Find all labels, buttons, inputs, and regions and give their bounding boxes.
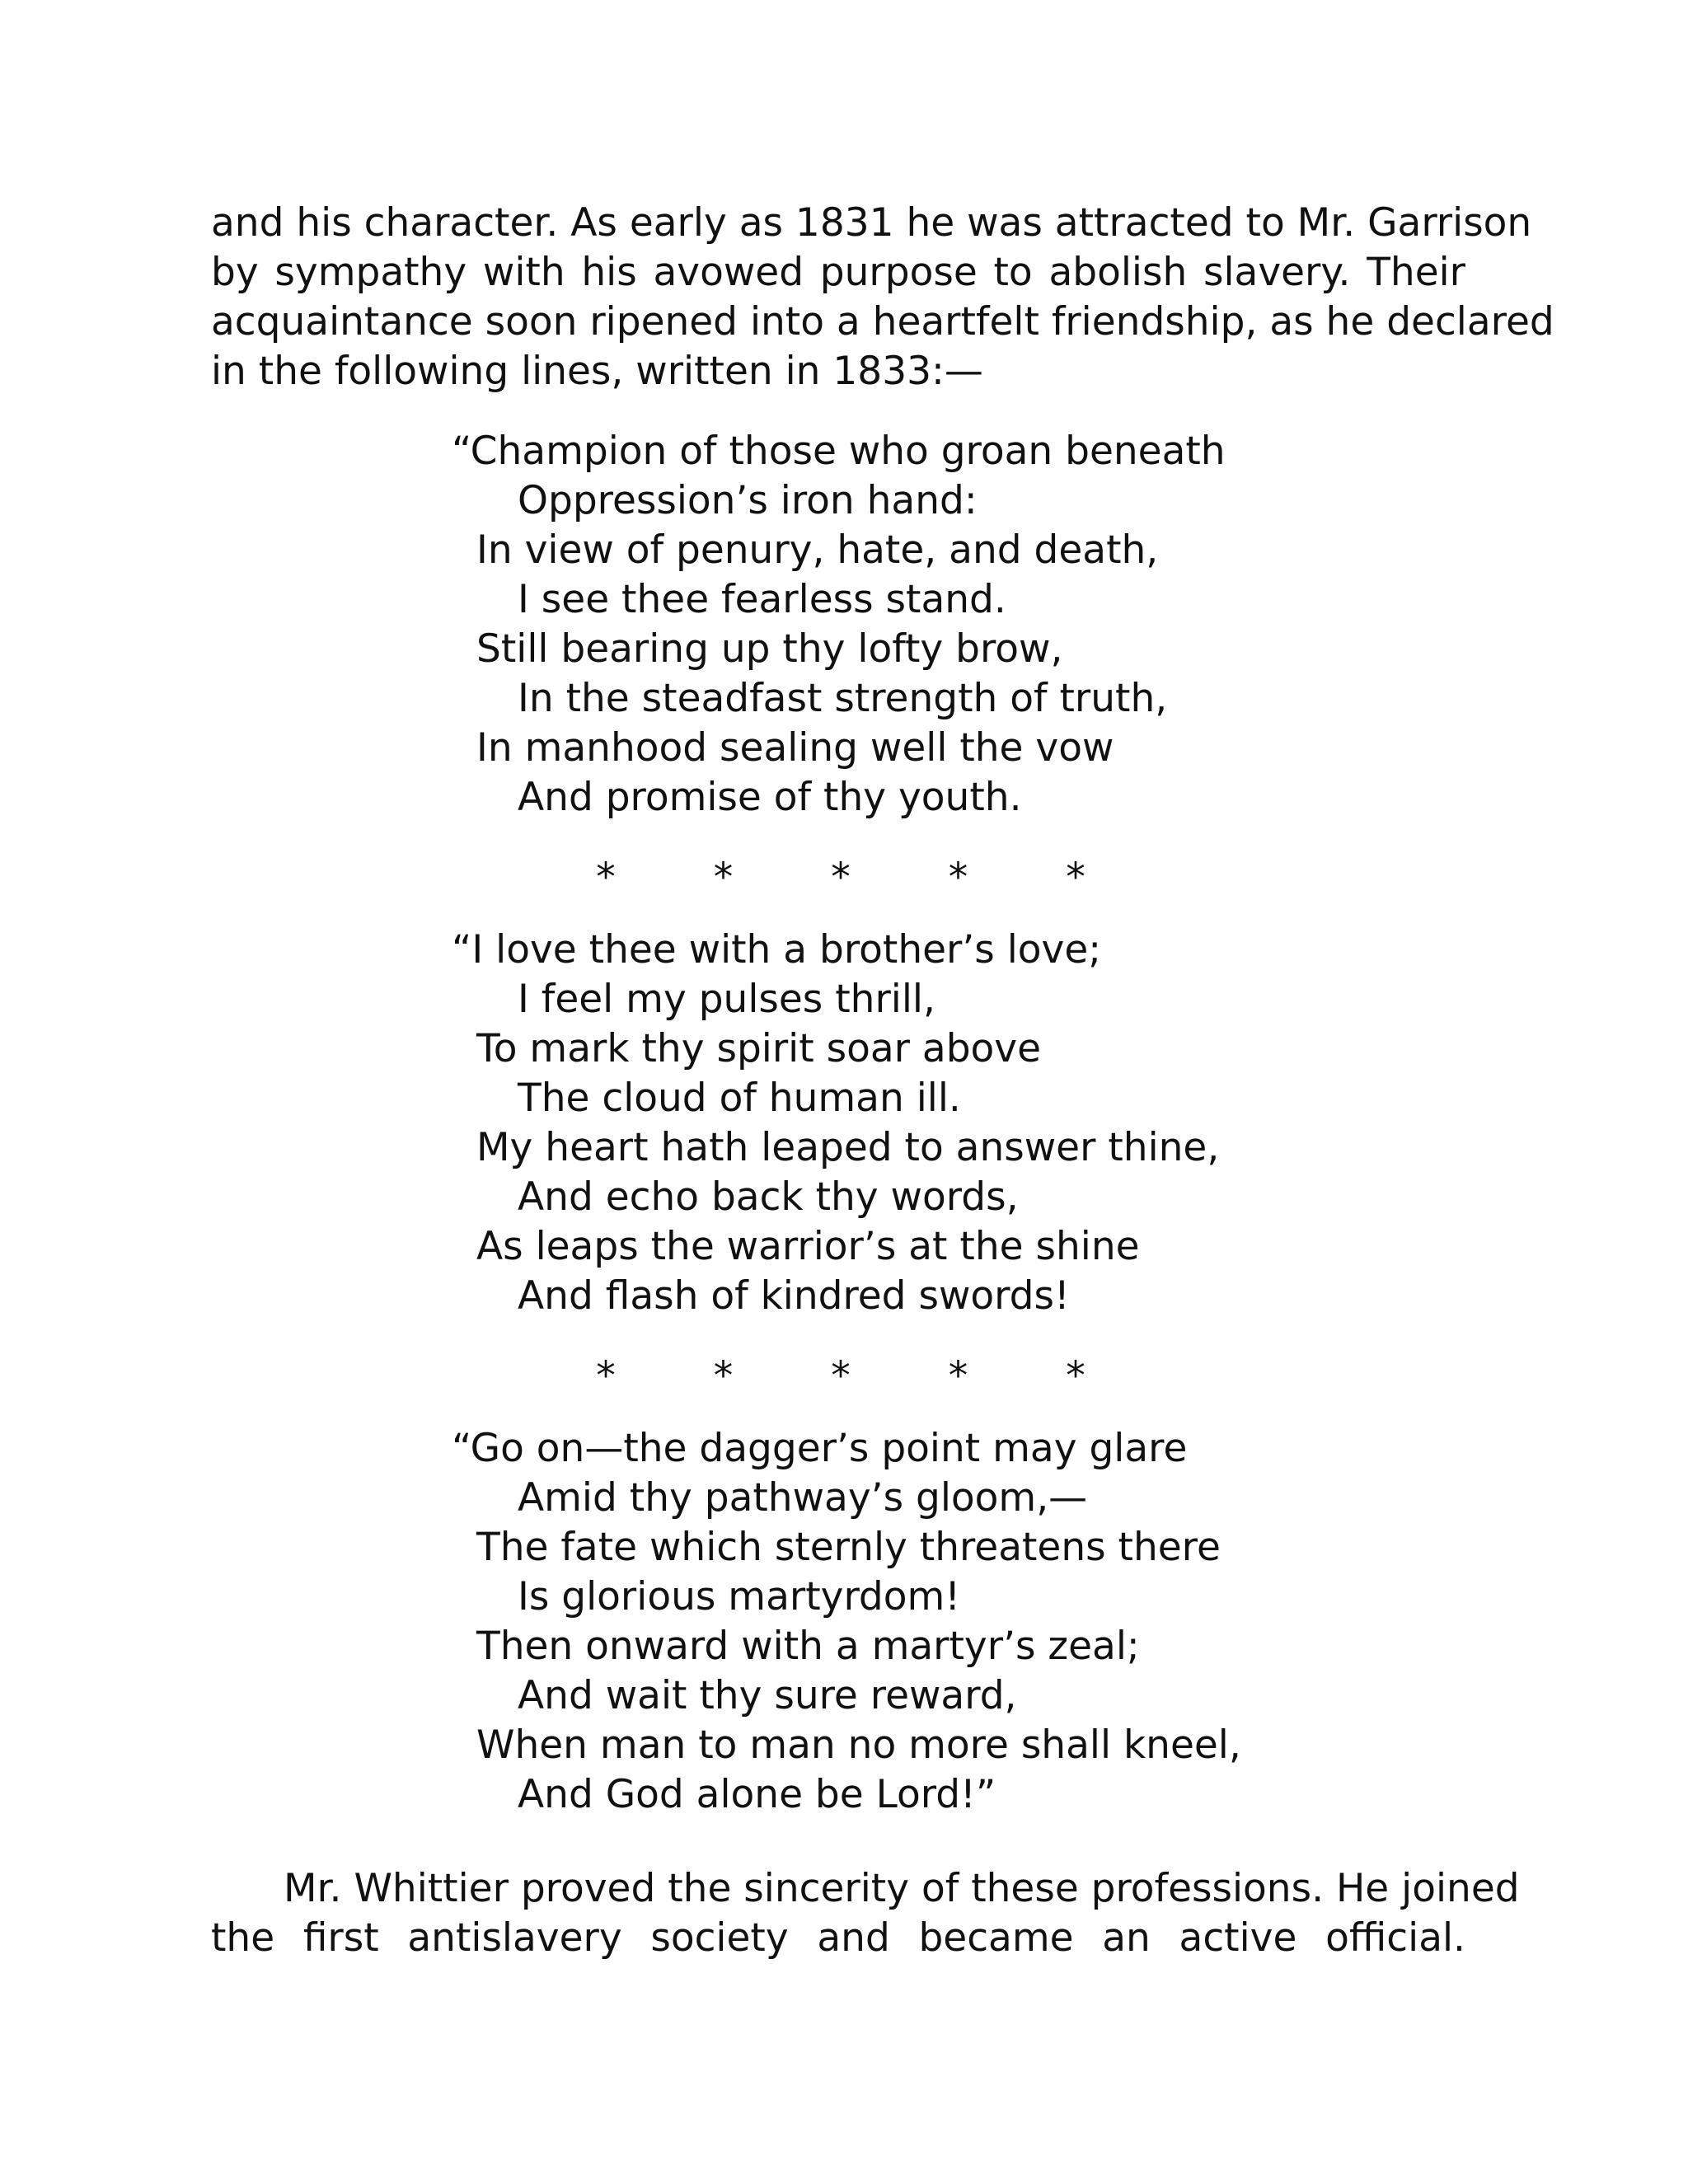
asterisk: *	[831, 855, 851, 900]
closing-line-2: the first antislavery society and became an active official.	[211, 1915, 1465, 1961]
verse-line: Then onward with a martyr’s zeal;	[476, 1624, 1140, 1669]
verse-line: Is glorious martyrdom!	[518, 1574, 961, 1619]
verse-line: My heart hath leaped to answer thine,	[476, 1125, 1220, 1170]
asterisk: *	[831, 1353, 851, 1399]
intro-line-1: and his character. As early as 1831 he was attracted to Mr. Garrison	[211, 200, 1532, 246]
asterisk: *	[596, 1353, 616, 1399]
verse-line: “Champion of those who groan beneath	[452, 429, 1226, 474]
verse-line: I feel my pulses thrill,	[518, 977, 935, 1022]
poem-stanza-2	[452, 926, 1219, 1321]
verse-line: Amid thy pathway’s gloom,—	[518, 1475, 1088, 1521]
asterisk: *	[1066, 1353, 1085, 1399]
verse-line: And wait thy sure reward,	[518, 1673, 1017, 1718]
asterisk-separator-2	[593, 1352, 1088, 1401]
intro-line-2: by sympathy with his avowed purpose to abolish slavery. Their	[211, 250, 1465, 295]
verse-line: In view of penury, hate, and death,	[476, 527, 1159, 573]
verse-line: “Go on—the dagger’s point may glare	[452, 1426, 1188, 1471]
poem-stanza-3	[452, 1424, 1241, 1820]
asterisk: *	[948, 855, 968, 900]
verse-line: I see thee fearless stand.	[518, 577, 1006, 622]
asterisk: *	[713, 1353, 734, 1399]
verse-line: And God alone be Lord!”	[518, 1772, 996, 1817]
verse-line: Oppression’s iron hand:	[518, 478, 978, 523]
asterisk-separator-1	[593, 853, 1088, 902]
asterisk: *	[596, 855, 616, 900]
verse-line: To mark thy spirit soar above	[476, 1026, 1042, 1071]
asterisk: *	[948, 1353, 968, 1399]
verse-line: And echo back thy words,	[518, 1174, 1019, 1220]
verse-line: When man to man no more shall kneel,	[476, 1722, 1241, 1768]
intro-paragraph	[211, 199, 1554, 396]
verse-line: As leaps the warrior’s at the shine	[476, 1224, 1140, 1269]
asterisk: *	[713, 855, 734, 900]
intro-line-3: acquaintance soon ripened into a heartfelt friendship, as he declared	[211, 299, 1554, 344]
verse-line: “I love thee with a brother’s love;	[452, 927, 1102, 972]
poem-stanza-1	[452, 427, 1226, 823]
verse-line: The fate which sternly threatens there	[476, 1525, 1221, 1570]
verse-line: The cloud of human ill.	[518, 1076, 961, 1121]
intro-line-4: in the following lines, written in 1833:—	[211, 349, 983, 394]
asterisk: *	[1066, 855, 1085, 900]
closing-line-1: Mr. Whittier proved the sincerity of these professions. He joined	[284, 1866, 1520, 1911]
verse-line: In the steadfast strength of truth,	[518, 676, 1168, 721]
verse-line: And promise of thy youth.	[518, 775, 1022, 820]
verse-line: And flash of kindred swords!	[518, 1273, 1070, 1319]
verse-line: Still bearing up thy lofty brow,	[476, 626, 1063, 672]
verse-line: In manhood sealing well the vow	[476, 725, 1114, 771]
closing-paragraph	[211, 1864, 1520, 1963]
